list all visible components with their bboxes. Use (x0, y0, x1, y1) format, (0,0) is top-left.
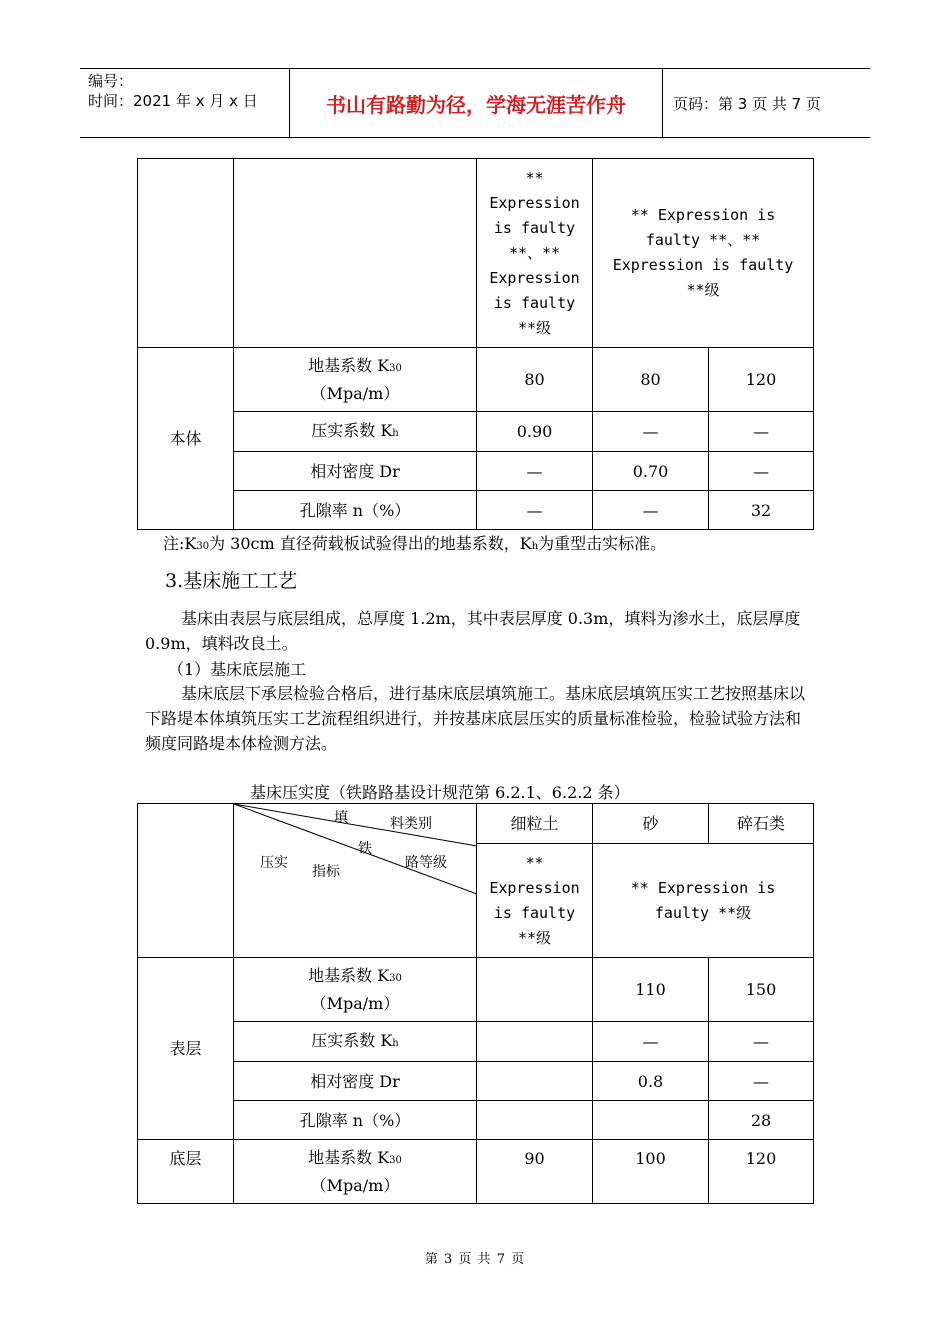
value-cell: 150 (709, 958, 814, 1022)
group-label: 表层 (138, 958, 234, 1140)
value-cell: 90 (477, 1140, 593, 1204)
row-label: 地基系数 K30 （Mpa/m） (234, 348, 477, 412)
column-header: 碎石类 (709, 804, 814, 844)
grade-header-cell: ** Expression is faulty **、** Expression is faulty **级 (477, 159, 593, 348)
value-cell: — (593, 491, 709, 530)
table-row (138, 1101, 814, 1140)
column-header: 细粒土 (477, 804, 593, 844)
section-title: 3.基床施工工艺 (165, 570, 298, 592)
row-label: 地基系数 K30 （Mpa/m） (234, 1140, 477, 1204)
row-label: 相对密度 Dr (234, 1062, 477, 1101)
table-row (138, 348, 814, 412)
row-label: 地基系数 K30 （Mpa/m） (234, 958, 477, 1022)
value-cell: — (593, 412, 709, 452)
table-row (138, 804, 814, 844)
diagonal-header (234, 804, 476, 957)
group-label: 底层 (138, 1140, 234, 1204)
diag-label: 压实 (260, 855, 288, 871)
doc-date-label: 时间：2021 年 x 月 x 日 (88, 92, 258, 110)
value-cell: — (709, 1062, 814, 1101)
header-page-number: 页码：第 3 页 共 7 页 (673, 94, 821, 113)
paragraph: 基床由表层与底层组成，总厚度 1.2m，其中表层厚度 0.3m，填料为渗水土，底层厚度 0.9m，填料改良土。 (145, 609, 801, 653)
table-note: 注:K30为 30cm 直径荷载板试验得出的地基系数，Kh为重型击实标准。 (163, 534, 667, 553)
value-cell: — (593, 1022, 709, 1062)
row-label: 相对密度 Dr (234, 452, 477, 491)
value-cell: — (709, 452, 814, 491)
row-label: 压实系数 Kh (234, 412, 477, 452)
table-row (138, 958, 814, 1022)
diag-label: 铁 (358, 841, 372, 857)
row-label: 孔隙率 n（%） (234, 491, 477, 530)
value-cell: 80 (593, 348, 709, 412)
value-cell (477, 958, 593, 1022)
value-cell (477, 1101, 593, 1140)
value-cell: 80 (477, 348, 593, 412)
value-cell: 0.90 (477, 412, 593, 452)
value-cell: 110 (593, 958, 709, 1022)
grade-header-cell: ** Expression is faulty **、** Expression is faulty **级 (593, 159, 814, 348)
header-info (80, 69, 290, 137)
table-cell (234, 159, 477, 348)
table-row (138, 452, 814, 491)
value-cell: — (709, 1022, 814, 1062)
value-cell: 32 (709, 491, 814, 530)
table-row (138, 1022, 814, 1062)
diag-label: 料类别 (390, 816, 432, 832)
group-label: 本体 (138, 348, 234, 530)
diag-label: 填 (334, 810, 348, 826)
row-label: 压实系数 Kh (234, 1022, 477, 1062)
diag-label: 路等级 (405, 855, 447, 871)
value-cell: 120 (709, 348, 814, 412)
value-cell (593, 1101, 709, 1140)
table-cell (138, 804, 234, 958)
table-row (138, 1140, 814, 1204)
diag-label: 指标 (312, 864, 340, 880)
value-cell: 0.8 (593, 1062, 709, 1101)
table-row (138, 491, 814, 530)
subsection-title: （1）基床底层施工 (168, 660, 307, 679)
column-header: 砂 (593, 804, 709, 844)
page-footer: 第 3 页 共 7 页 (424, 1252, 526, 1267)
table-row (138, 412, 814, 452)
value-cell (477, 1022, 593, 1062)
table-cell (138, 159, 234, 348)
row-label: 孔隙率 n（%） (234, 1101, 477, 1140)
grade-header-cell: ** Expression is faulty **级 (477, 844, 593, 958)
doc-id-label: 编号： (88, 72, 134, 90)
grade-header-cell: ** Expression is faulty **级 (593, 844, 814, 958)
value-cell: — (477, 491, 593, 530)
value-cell: 120 (709, 1140, 814, 1204)
value-cell: — (477, 452, 593, 491)
value-cell (477, 1062, 593, 1101)
page-header (80, 68, 870, 138)
value-cell: 28 (709, 1101, 814, 1140)
value-cell: 100 (593, 1140, 709, 1204)
table-body-compaction (137, 158, 814, 530)
paragraph: 基床底层下承层检验合格后，进行基床底层填筑施工。基床底层填筑压实工艺按照基床以下路堤本体填筑压实工艺流程组织进行，并按基床底层压实的质量标准检验，检验试验方法和频度同路堤本体检测方法。 (145, 684, 806, 753)
diagonal-lines (234, 804, 477, 957)
header-motto: 书山有路勤为径，学海无涯苦作舟 (290, 69, 663, 137)
table-row (138, 159, 814, 348)
value-cell: — (709, 412, 814, 452)
table-subgrade-compaction (137, 803, 814, 1204)
diagonal-header-cell (234, 804, 477, 958)
value-cell: 0.70 (593, 452, 709, 491)
table-caption: 基床压实度（铁路路基设计规范第 6.2.1、6.2.2 条） (250, 783, 630, 802)
table-row (138, 1062, 814, 1101)
